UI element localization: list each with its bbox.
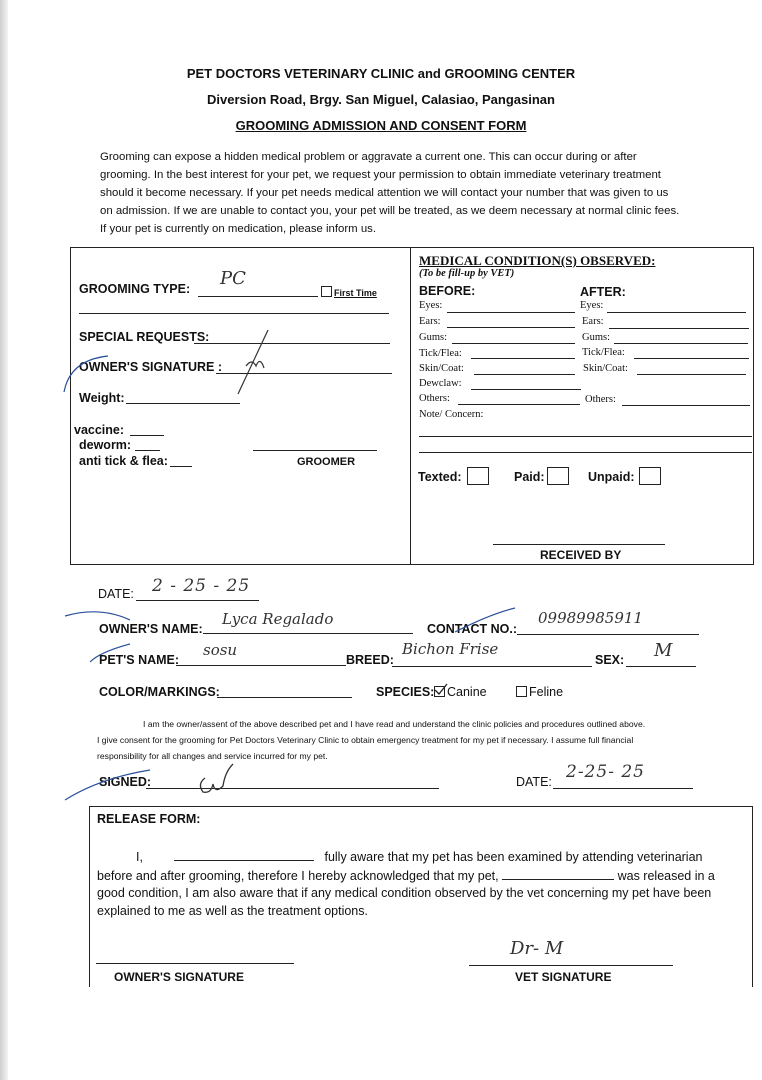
owner-signature-label: OWNER'S SIGNATURE : <box>79 360 223 374</box>
checkbox-icon[interactable] <box>321 286 332 297</box>
release-paragraph <box>97 848 751 920</box>
before-eyes: Eyes: <box>419 300 443 311</box>
breed-line <box>392 666 592 667</box>
release-name-blank[interactable] <box>174 848 314 861</box>
grooming-type-label: GROOMING TYPE: <box>79 282 191 296</box>
after-skin-line[interactable] <box>637 374 746 375</box>
date-label: DATE: <box>98 587 134 601</box>
owner-signature-release-label: OWNER'S SIGNATURE <box>114 970 244 984</box>
groomer-line <box>253 450 377 451</box>
date-line <box>136 600 259 601</box>
owner-signature-scribble <box>228 328 276 398</box>
texted-label: Texted: <box>418 470 462 484</box>
release-text-3: good condition, I am also aware that if any medical condition observed by the vet concerning my pet have been <box>97 886 712 900</box>
received-by-label: RECEIVED BY <box>540 548 622 562</box>
release-text-4: explained to me as well as the treatment options. <box>97 903 368 918</box>
sex-line <box>626 666 696 667</box>
date-value[interactable]: 2 - 25 - 25 <box>152 576 251 596</box>
consent-line: I am the owner/assent of the above described pet and I have read and understand the clinic policies and procedures outlined above. <box>143 719 646 729</box>
paid-label: Paid: <box>514 470 545 484</box>
release-text-1: fully aware that my pet has been examined by attending veterinarian <box>324 850 703 864</box>
pet-name-line <box>176 665 346 666</box>
unpaid-checkbox[interactable] <box>639 467 661 485</box>
release-form-title: RELEASE FORM: <box>97 812 201 826</box>
canine-label: Canine <box>447 685 487 699</box>
first-time-checkbox[interactable] <box>321 286 377 298</box>
breed-label: BREED: <box>346 653 394 667</box>
canine-check-mark <box>433 681 449 697</box>
contact-value[interactable]: 09989985911 <box>538 609 643 627</box>
anti-tick-label: anti tick & flea: <box>79 454 168 468</box>
after-skin-coat: Skin/Coat: <box>583 363 628 374</box>
owner-signature-mark <box>60 748 260 808</box>
after-gums-line[interactable] <box>614 343 748 344</box>
before-tick-flea: Tick/Flea: <box>419 348 462 359</box>
after-others-line[interactable] <box>622 405 750 406</box>
breed-value[interactable]: Bichon Frise <box>402 640 499 658</box>
before-eyes-line[interactable] <box>447 312 575 313</box>
note-line-2[interactable] <box>419 452 752 453</box>
before-ears: Ears: <box>419 316 441 327</box>
page-edge-shadow <box>0 0 8 1080</box>
sex-label: SEX: <box>595 653 625 667</box>
unpaid-label: Unpaid: <box>588 470 635 484</box>
intro-line: Grooming can expose a hidden medical problem or aggravate a current one. This can occur during or after <box>100 151 637 163</box>
after-others: Others: <box>585 394 616 405</box>
pet-name-value[interactable]: sosu <box>203 641 238 659</box>
intro-line: grooming. In the best interest for your pet, we request your permission to obtain immediate veterinary treatment <box>100 169 661 181</box>
deworm-label: deworm: <box>79 438 132 452</box>
after-gums: Gums: <box>582 332 611 343</box>
grooming-type-value[interactable]: PC <box>220 268 246 289</box>
color-markings-label: COLOR/MARKINGS: <box>99 685 220 699</box>
contact-label: CONTACT NO.: <box>427 622 518 636</box>
after-ears-line[interactable] <box>609 328 749 329</box>
before-tick-line[interactable] <box>471 358 575 359</box>
intro-line: should it become necessary. If your pet needs medical attention we will contact your number that was given to us <box>100 187 669 199</box>
contact-line <box>517 634 699 635</box>
after-label: AFTER: <box>580 285 626 299</box>
paid-checkbox[interactable] <box>547 467 569 485</box>
vet-signature-line[interactable] <box>469 965 673 966</box>
color-markings-line <box>217 697 352 698</box>
before-gums: Gums: <box>419 332 448 343</box>
signed-date-line <box>553 788 693 789</box>
after-eyes: Eyes: <box>580 300 604 311</box>
vaccine-line <box>130 435 164 436</box>
clinic-name: PET DOCTORS VETERINARY CLINIC and GROOMING CENTER <box>186 66 576 81</box>
sex-value[interactable]: M <box>654 640 673 661</box>
after-tick-line[interactable] <box>634 358 749 359</box>
clinic-address: Diversion Road, Brgy. San Miguel, Calasiao, Pangasinan <box>207 92 555 107</box>
deworm-line <box>135 450 160 451</box>
consent-line: responsibility for all changes and service incurred for my pet. <box>97 751 328 761</box>
release-text-2b: was released in a <box>617 868 715 883</box>
before-ears-line[interactable] <box>447 327 575 328</box>
special-requests-label: SPECIAL REQUESTS: <box>79 330 210 344</box>
weight-label: Weight: <box>79 391 125 405</box>
intro-line: on admission. If we are unable to contact you, your pet will be treated, as we deem necessary at normal clinic fees. <box>100 205 680 217</box>
release-pet-blank[interactable] <box>502 867 614 880</box>
owner-name-value[interactable]: Lyca Regalado <box>222 610 334 628</box>
form-title: GROOMING ADMISSION AND CONSENT FORM <box>235 118 527 133</box>
feline-label: Feline <box>529 685 564 699</box>
before-others-line[interactable] <box>458 404 580 405</box>
note-line-1[interactable] <box>419 436 752 437</box>
release-i: I, <box>136 850 143 864</box>
before-gums-line[interactable] <box>452 343 575 344</box>
grooming-type-line <box>198 296 318 297</box>
before-dewclaw-line[interactable] <box>471 389 581 390</box>
owner-name-label: OWNER'S NAME: <box>99 622 203 636</box>
weight-line <box>126 403 240 404</box>
medical-title: MEDICAL CONDITION(S) OBSERVED: <box>419 253 656 268</box>
release-text-2a: before and after grooming, therefore I hereby acknowledged that my pet, <box>97 868 499 883</box>
received-by-line[interactable] <box>493 544 665 545</box>
vet-signature-value: Dr- M <box>510 938 564 959</box>
texted-checkbox[interactable] <box>467 467 489 485</box>
signed-label: SIGNED: <box>99 775 152 789</box>
vet-signature-label: VET SIGNATURE <box>515 970 612 984</box>
after-ears: Ears: <box>582 316 604 327</box>
owner-signature-release-line[interactable] <box>96 963 294 964</box>
before-others: Others: <box>419 393 450 404</box>
medical-subtitle: (To be fill-up by VET) <box>419 268 515 279</box>
groomer-label: GROOMER <box>297 456 356 468</box>
feline-checkbox[interactable] <box>516 686 527 697</box>
after-eyes-line[interactable] <box>607 312 746 313</box>
species-feline-option[interactable] <box>516 685 563 699</box>
signed-date-value[interactable]: 2-25- 25 <box>566 762 645 782</box>
box-divider <box>410 247 411 565</box>
anti-tick-line <box>170 466 192 467</box>
pet-name-label: PET'S NAME: <box>99 653 180 667</box>
species-label: SPECIES: <box>376 685 435 699</box>
before-dewclaw: Dewclaw: <box>419 378 462 389</box>
after-tick-flea: Tick/Flea: <box>582 347 625 358</box>
before-skin-coat: Skin/Coat: <box>419 363 464 374</box>
consent-line: I give consent for the grooming for Pet Doctors Veterinary Clinic to obtain emergency treatment for my pet if necessary. I assume full financial <box>97 735 634 745</box>
vaccine-label: vaccine: <box>74 423 125 437</box>
signed-date-label: DATE: <box>516 775 552 789</box>
before-skin-line[interactable] <box>474 374 575 375</box>
intro-paragraph <box>100 148 710 238</box>
special-requests-line <box>194 343 390 344</box>
intro-line: If your pet is currently on medication, please inform us. <box>100 223 377 235</box>
grooming-type-line-2 <box>79 313 389 314</box>
before-label: BEFORE: <box>419 284 476 298</box>
note-concern: Note/ Concern: <box>419 409 484 420</box>
first-time-label: First Time <box>334 288 377 298</box>
